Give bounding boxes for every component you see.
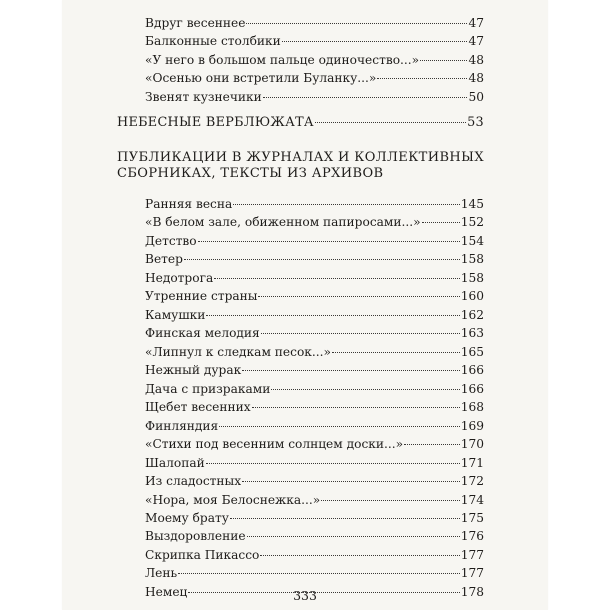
toc-entry-title: Звенят кузнечики [145, 89, 262, 104]
toc-entry-page: 50 [468, 89, 484, 104]
toc-entry [145, 234, 484, 248]
dot-leader [404, 444, 460, 445]
dot-leader [422, 222, 460, 223]
toc-entry-title: Недотрога [145, 270, 214, 285]
toc-entry [145, 566, 484, 580]
toc-entry-page: 177 [460, 547, 484, 562]
toc-entry-page: 171 [460, 455, 484, 470]
dot-leader [261, 333, 460, 334]
toc-entry-page: 178 [460, 584, 484, 599]
toc-entry [145, 71, 484, 85]
toc-entry-page: 162 [460, 307, 484, 322]
toc-entry-page: 169 [460, 418, 484, 433]
toc-entry-page: 168 [460, 400, 484, 415]
toc-entry-title: Шалопай [145, 455, 205, 470]
toc-entry [145, 289, 484, 303]
toc-entry-title: Камушки [145, 307, 206, 322]
toc-entry [145, 34, 484, 48]
toc-entry-page: 145 [460, 197, 484, 211]
toc-entry-title: «Нора, моя Белоснежка...» [145, 492, 321, 507]
heading-line-1: ПУБЛИКАЦИИ В ЖУРНАЛАХ И КОЛЛЕКТИВНЫХ [117, 150, 484, 165]
toc-entry [145, 437, 484, 451]
dot-leader [315, 122, 466, 123]
toc-entry [145, 363, 484, 377]
dot-leader [377, 78, 467, 79]
toc-entry-title: Дача с призраками [145, 381, 271, 396]
dot-leader [420, 60, 467, 61]
toc-entry [145, 53, 484, 67]
toc-entry-title: Нежный дурак [145, 363, 242, 378]
dot-leader [214, 278, 460, 279]
toc-entry [145, 400, 484, 414]
toc-entry-title: Немец [145, 584, 188, 599]
dot-leader [263, 97, 468, 98]
toc-entry [145, 308, 484, 322]
toc-heading-nebesnye [117, 116, 484, 130]
toc-entry-title: Щебет весенних [145, 400, 251, 415]
dot-leader [230, 518, 460, 519]
dot-leader [242, 370, 460, 371]
dot-leader [247, 536, 460, 537]
dot-leader [321, 500, 460, 501]
toc-entry-page: 174 [460, 492, 484, 507]
toc-entry-page: 47 [468, 16, 484, 30]
toc-entry-page: 166 [460, 363, 484, 378]
toc-entry-title: Детство [145, 233, 197, 248]
toc-entry [145, 529, 484, 543]
toc-entry-page: 163 [460, 326, 484, 341]
toc-entry [145, 456, 484, 470]
dot-leader [332, 352, 460, 353]
toc-entry-title: Из сладостных [145, 474, 242, 489]
toc-entry-page: 48 [468, 71, 484, 86]
dot-leader [242, 481, 460, 482]
toc-entry [145, 16, 484, 30]
toc-heading-page: 53 [467, 115, 484, 130]
toc-entry [145, 197, 484, 211]
dot-leader [198, 241, 460, 242]
toc-entry-title: «Осенью они встретили Буланку...» [145, 71, 377, 86]
toc-entry [145, 548, 484, 562]
heading-line-2: СБОРНИКАХ, ТЕКСТЫ ИЗ АРХИВОВ [117, 166, 384, 181]
toc-entry [145, 493, 484, 507]
toc-entry-page: 48 [468, 52, 484, 67]
toc-entry-title: «Липнул к следкам песок...» [145, 344, 331, 359]
toc-entry-title: Финляндия [145, 418, 219, 433]
dot-leader [219, 426, 460, 427]
toc-entry-title: Выздоровление [145, 529, 246, 544]
dot-leader [206, 463, 460, 464]
toc-entry-title: Балконные столбики [145, 34, 281, 49]
dot-leader [206, 315, 459, 316]
toc-entry [145, 474, 484, 488]
toc-entry-title: «В белом зале, обиженном папиросами...» [145, 215, 421, 230]
toc-entry-title: Ранняя весна [145, 197, 233, 211]
page-number: 333 [293, 588, 317, 603]
toc-entry [145, 215, 484, 229]
dot-leader [260, 555, 459, 556]
toc-entry-title: Вдруг весеннее [145, 16, 246, 30]
toc-entry-page: 158 [460, 270, 484, 285]
toc-entry-title: Финская мелодия [145, 326, 260, 341]
toc-entry [145, 511, 484, 525]
toc-entry [145, 326, 484, 340]
dot-leader [271, 389, 459, 390]
toc-entry-title: Скрипка Пикассо [145, 547, 260, 562]
dot-leader [184, 259, 460, 260]
toc-entry-page: 170 [460, 437, 484, 452]
toc-entry [145, 271, 484, 285]
toc-entry-page: 172 [460, 474, 484, 489]
toc-entry-page: 166 [460, 381, 484, 396]
toc-entry-page: 158 [460, 252, 484, 267]
toc-entry [145, 382, 484, 396]
dot-leader [233, 204, 459, 205]
toc-entry [145, 90, 484, 104]
toc-entry-title: «Стихи под весенним солнцем доски...» [145, 437, 404, 452]
toc-heading-publications [117, 150, 484, 182]
dot-leader [246, 23, 467, 24]
toc-entry-page: 160 [460, 289, 484, 304]
toc-entry-page: 165 [460, 344, 484, 359]
dot-leader [282, 41, 468, 42]
toc-entry-page: 177 [460, 566, 484, 581]
toc-entry-title: Утренние страны [145, 289, 258, 304]
toc-entry [145, 345, 484, 359]
toc-entry [145, 252, 484, 266]
toc-entry-page: 154 [460, 233, 484, 248]
toc-entry-title: Моему брату [145, 510, 229, 525]
toc-entry-page: 175 [460, 510, 484, 525]
toc-entry-page: 152 [460, 215, 484, 230]
toc-entry-title: Лень [145, 566, 178, 581]
toc-heading-title: НЕБЕСНЫЕ ВЕРБЛЮЖАТА [117, 115, 314, 130]
dot-leader [252, 407, 460, 408]
toc-entry-title: «У него в большом пальце одиночество...» [145, 52, 420, 67]
toc-entry-title: Ветер [145, 252, 183, 267]
dot-leader [178, 573, 460, 574]
toc-entry-page: 176 [460, 529, 484, 544]
toc-entry-page: 47 [468, 34, 484, 49]
toc-entry [145, 419, 484, 433]
dot-leader [258, 296, 459, 297]
